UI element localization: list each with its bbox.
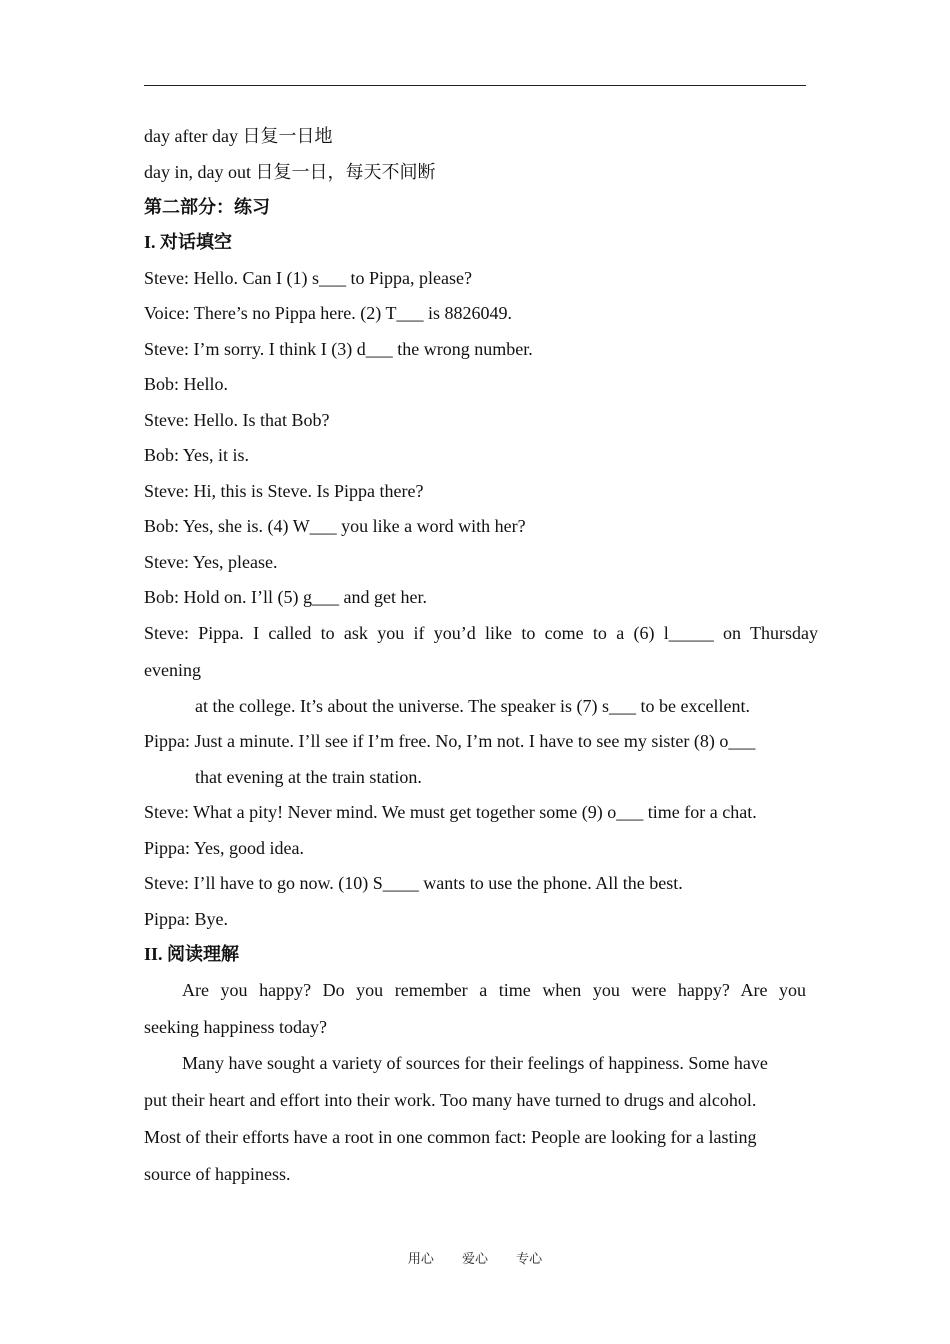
dialogue-line: Steve: What a pity! Never mind. We must get together some (9) o___ time for a chat. bbox=[144, 802, 757, 822]
dialogue-line: Voice: There’s no Pippa here. (2) T___ is 8826049. bbox=[144, 303, 512, 323]
footer-text: 专心 bbox=[516, 1252, 543, 1267]
page-footer bbox=[0, 1248, 950, 1267]
dialogue-line: Pippa: Just a minute. I’ll see if I’m free. No, I’m not. I have to see my sister (8) o___ bbox=[144, 731, 756, 751]
dialogue-line-indented: at the college. It’s about the universe. The speaker is (7) s___ to be excellent. bbox=[195, 696, 750, 716]
dialogue-line: evening bbox=[144, 660, 201, 680]
reading-line: Are you happy? Do you remember a time when you were happy? Are you bbox=[182, 980, 806, 1000]
dialogue-line: Steve: Hello. Is that Bob? bbox=[144, 410, 330, 430]
section-title: I. 对话填空 bbox=[144, 232, 233, 252]
dialogue-line: Bob: Hold on. I’ll (5) g___ and get her. bbox=[144, 587, 427, 607]
dialogue-line: Steve: Yes, please. bbox=[144, 552, 278, 572]
dialogue-line: Steve: Hi, this is Steve. Is Pippa there? bbox=[144, 481, 424, 501]
dialogue-line: Steve: Pippa. I called to ask you if you’d like to come to a (6) l_____ on Thursday bbox=[144, 623, 818, 643]
dialogue-line-indented: that evening at the train station. bbox=[195, 767, 422, 787]
dialogue-line: Pippa: Yes, good idea. bbox=[144, 838, 305, 858]
dialogue-line: Bob: Yes, it is. bbox=[144, 445, 250, 465]
footer-text: 爱心 bbox=[461, 1252, 488, 1267]
footer-text: 用心 bbox=[407, 1252, 434, 1267]
dialogue-line: Pippa: Bye. bbox=[144, 909, 228, 929]
vocab-line: day in, day out 日复一日，每天不间断 bbox=[144, 162, 436, 182]
dialogue-line: Steve: I’m sorry. I think I (3) d___ the wrong number. bbox=[144, 339, 533, 359]
reading-line: seeking happiness today? bbox=[144, 1017, 327, 1037]
dialogue-line: Steve: Hello. Can I (1) s___ to Pippa, please? bbox=[144, 268, 472, 288]
dialogue-line: Bob: Yes, she is. (4) W___ you like a word with her? bbox=[144, 516, 526, 536]
dialogue-line: Bob: Hello. bbox=[144, 374, 228, 394]
reading-line: Most of their efforts have a root in one common fact: People are looking for a lasting bbox=[144, 1127, 757, 1147]
reading-line: Many have sought a variety of sources for their feelings of happiness. Some have bbox=[182, 1053, 768, 1073]
vocab-line: day after day 日复一日地 bbox=[144, 126, 333, 146]
dialogue-line: Steve: I’ll have to go now. (10) S____ wants to use the phone. All the best. bbox=[144, 873, 683, 893]
header-rule bbox=[144, 85, 806, 86]
part-title: 第二部分：练习 bbox=[144, 197, 270, 217]
reading-line: source of happiness. bbox=[144, 1164, 291, 1184]
section-title: II. 阅读理解 bbox=[144, 944, 240, 964]
reading-line: put their heart and effort into their work. Too many have turned to drugs and alcohol. bbox=[144, 1090, 757, 1110]
